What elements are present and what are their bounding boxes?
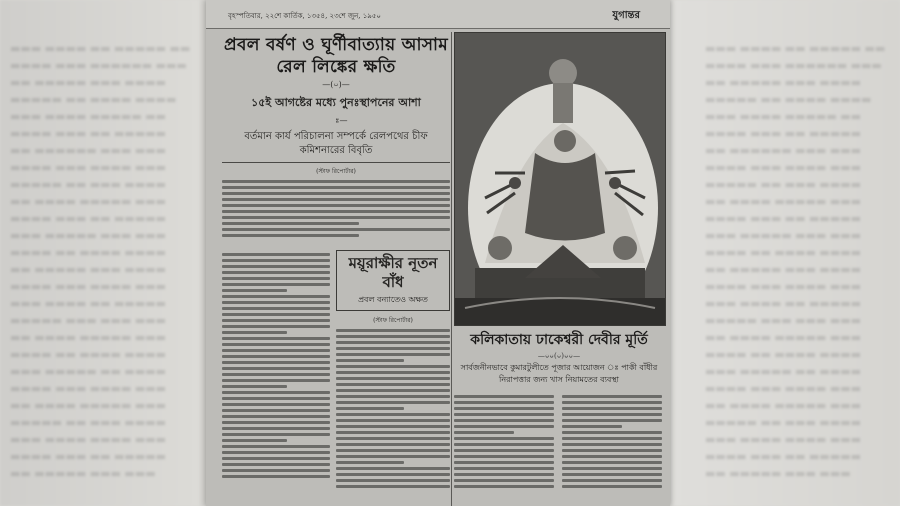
headline-divider: —(০)— <box>322 80 350 89</box>
photo-article-title: কলিকাতায় ঢাকেশ্বরী দেবীর মূর্তি <box>470 332 648 348</box>
text-line <box>222 234 359 237</box>
column-rule <box>451 32 452 506</box>
right-column <box>454 32 664 506</box>
main-subhead: ১৫ই আগষ্টের মধ্যে পুনঃস্থাপনের আশা <box>251 96 421 109</box>
text-line <box>222 186 450 189</box>
section-rule <box>222 162 450 163</box>
photo-article-subtitle: সার্বজনীনভাবে কুমারটুলীতে পূজার আয়োজন ঃ পাকী বাঁধীর নিরাপত্তার জন্য খাস নিয়ামতের ব্যবস্থা <box>460 363 658 384</box>
text-line <box>222 180 450 183</box>
photo-article-divider: —০০(০)০০— <box>537 352 581 360</box>
main-headline: প্রবল বর্ষণ ও ঘূর্ণীবাত্যায় আসাম রেল লিঙ্কের ক্ষতি <box>224 35 448 77</box>
main-secondary-subhead: বর্তমান কার্য পরিচালনা সম্পর্কে রেলপথের চীফ কমিশনারের বিবৃতি <box>244 131 428 156</box>
idol-photo-illustration <box>455 33 665 325</box>
main-article-body <box>222 180 450 237</box>
text-line <box>222 222 359 225</box>
text-line <box>222 210 450 213</box>
staff-reporter-credit: (স্টাফ রিপোর্টার) <box>316 168 356 175</box>
left-column <box>222 32 450 506</box>
blurred-background-text-left: ▬▬▬ ▬▬▬▬ ▬▬ ▬▬▬▬▬ ▬▬ ▬▬▬▬ ▬▬▬ ▬▬▬▬▬▬ ▬▬▬ ▬▬ ▬▬▬▬▬ ▬▬▬ ▬▬▬▬ ▬▬▬▬▬ ▬▬ ▬▬▬▬ ▬▬▬▬ ▬▬▬ ▬▬▬▬ ▬▬▬▬▬ ▬▬ ▬▬▬▬ ▬▬▬ ▬▬ ▬▬▬▬▬ ▬▬ ▬▬▬▬▬▬ ▬▬▬ ▬▬▬ ▬▬▬▬ ▬▬▬ ▬▬▬▬ ▬▬▬ ▬▬▬▬▬ ▬▬ ▬▬▬ ▬▬▬▬ ▬▬ ▬▬▬▬ ▬▬▬▬▬ ▬▬▬ ▬▬▬▬ ▬▬▬ ▬▬ ▬▬▬▬▬ ▬▬▬ ▬▬▬▬▬ ▬▬▬ ▬▬▬ ▬▬▬▬ ▬▬ ▬▬▬▬ ▬▬▬▬ ▬▬ ▬▬▬▬▬ ▬▬▬ ▬▬▬▬ ▬▬▬▬ ▬▬▬ ▬▬▬▬ ▬▬▬ ▬▬▬ ▬▬▬▬ ▬▬ ▬▬▬▬▬ ▬▬▬▬▬ ▬▬▬ ▬▬▬ ▬▬▬ ▬▬ ▬▬▬▬ ▬▬▬▬▬ ▬▬▬ ▬▬▬▬ ▬▬ ▬▬▬▬ ▬▬▬▬ ▬▬▬ ▬▬▬▬▬ ▬▬ ▬▬▬▬ ▬▬▬▬ ▬▬▬ ▬▬▬▬ ▬▬▬ ▬▬ ▬▬▬▬ ▬▬▬▬▬ ▬▬▬ ▬▬▬▬▬ ▬▬ ▬▬▬ ▬▬▬▬ ▬▬▬ ▬▬▬▬ ▬▬▬▬ ▬▬▬ ▬▬▬▬ ▬▬▬ ▬▬ ▬▬▬▬▬ ▬▬ ▬▬▬▬▬ ▬▬▬ ▬▬▬ <box>10 42 191 480</box>
masthead: যুগান্তর <box>612 10 640 21</box>
newspaper-page <box>206 0 670 506</box>
box-article-heading <box>336 250 450 311</box>
text-line <box>222 228 450 231</box>
box-article-subtitle: প্রবল বন্যাতেও অক্ষত <box>358 295 428 304</box>
box-article-column <box>336 250 450 506</box>
subhead-divider: —ঃ— <box>324 116 348 125</box>
text-line <box>222 198 450 201</box>
text-line <box>222 216 450 219</box>
durga-idol-photograph <box>454 32 666 326</box>
text-line <box>222 192 450 195</box>
blurred-background-text-right: ▬▬▬ ▬▬▬▬ ▬▬ ▬▬▬▬▬ ▬▬ ▬▬▬▬ ▬▬▬ ▬▬▬▬▬▬ ▬▬▬ ▬▬ ▬▬▬▬▬ ▬▬▬ ▬▬▬▬ ▬▬▬▬▬ ▬▬ ▬▬▬▬ ▬▬▬▬ ▬▬▬ ▬▬▬▬ ▬▬▬▬▬ ▬▬ ▬▬▬▬ ▬▬▬ ▬▬ ▬▬▬▬▬ ▬▬ ▬▬▬▬▬▬ ▬▬▬ ▬▬▬ ▬▬▬▬ ▬▬▬ ▬▬▬▬ ▬▬▬ ▬▬▬▬▬ ▬▬ ▬▬▬ ▬▬▬▬ ▬▬ ▬▬▬▬ ▬▬▬▬▬ ▬▬▬ ▬▬▬▬ ▬▬▬ ▬▬ ▬▬▬▬▬ ▬▬▬ ▬▬▬▬▬ ▬▬▬ ▬▬▬ ▬▬▬▬ ▬▬ ▬▬▬▬ ▬▬▬▬ ▬▬ ▬▬▬▬▬ ▬▬▬ ▬▬▬▬ ▬▬▬▬ ▬▬▬ ▬▬▬▬ ▬▬▬ ▬▬▬ ▬▬▬▬ ▬▬ ▬▬▬▬▬ ▬▬▬▬▬ ▬▬▬ ▬▬▬ ▬▬▬ ▬▬ ▬▬▬▬ ▬▬▬▬▬ ▬▬▬ ▬▬▬▬ ▬▬ ▬▬▬▬ ▬▬▬▬ ▬▬▬ ▬▬▬▬▬ ▬▬ ▬▬▬▬ ▬▬▬▬ ▬▬▬ ▬▬▬▬ ▬▬▬ ▬▬ ▬▬▬▬ ▬▬▬▬▬ ▬▬▬ ▬▬▬▬▬ ▬▬ ▬▬▬ ▬▬▬▬ ▬▬▬ ▬▬▬▬ ▬▬▬▬ ▬▬▬ ▬▬▬▬ ▬▬▬ ▬▬ ▬▬▬▬▬ ▬▬ ▬▬▬▬▬ ▬▬▬ ▬▬▬ <box>705 42 886 480</box>
photo-article-column-b <box>562 392 662 491</box>
page-header-strip <box>206 0 670 29</box>
article-continuation-column <box>222 250 330 506</box>
box-article-title: ময়ূরাক্ষীর নূতন বাঁধ <box>348 254 438 291</box>
dateline: বৃহস্পতিবার, ২২শে কার্তিক, ১৩৫৪, ২৩শে জুন, ১৯৫০ <box>228 12 381 20</box>
lower-left-columns <box>222 250 450 506</box>
text-line <box>222 204 450 207</box>
box-staff-reporter-credit: (স্টাফ রিপোর্টার) <box>373 317 413 324</box>
photo-article-column-a <box>454 392 554 491</box>
